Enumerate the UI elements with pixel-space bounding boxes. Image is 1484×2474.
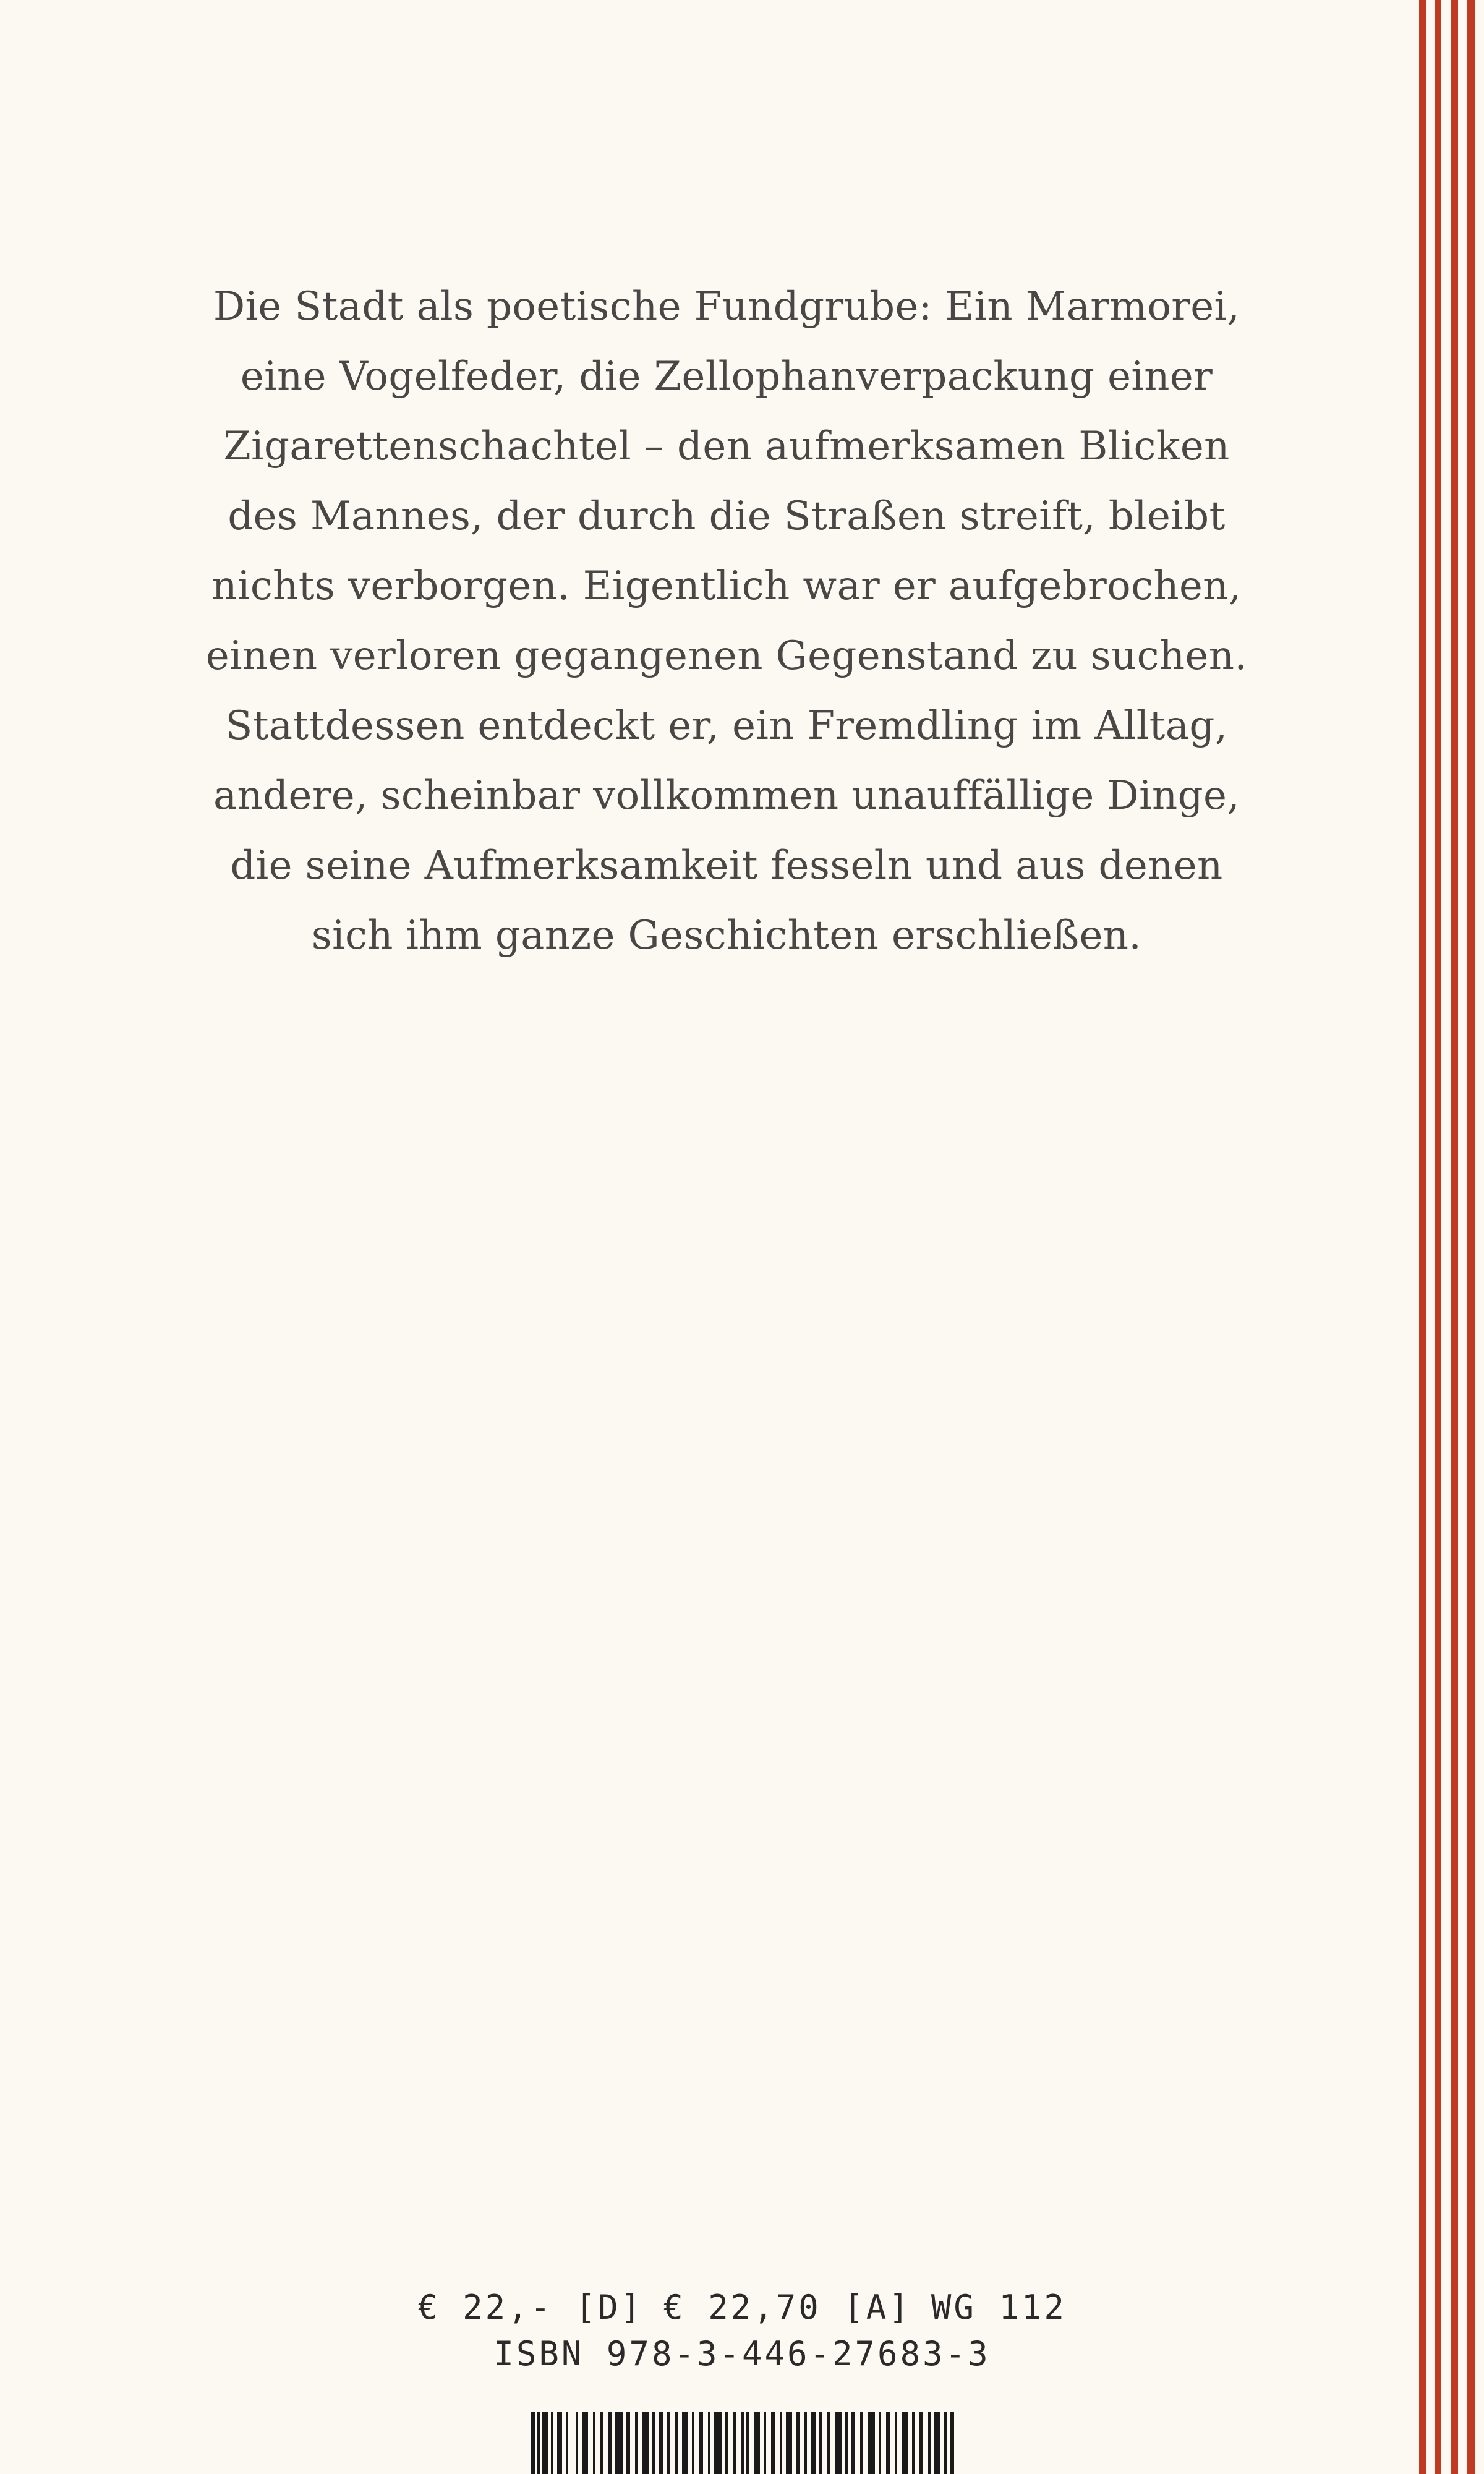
blurb-line: einen verloren gegangenen Gegenstand zu suchen. [205,633,1248,679]
blurb-line: die seine Aufmerksamkeit fesseln und aus denen [230,843,1223,889]
stripe [1419,0,1426,2474]
price-at: € 22,70 [A] [663,2288,911,2327]
isbn-text: ISBN 978-3-446-27683-3 [493,2334,991,2373]
stripe [1451,0,1458,2474]
blurb-line: sich ihm ganze Geschichten erschließen. [311,913,1142,958]
price-line [0,2288,1484,2327]
decorative-stripes [1419,0,1484,2474]
warengruppe: WG 112 [931,2288,1067,2327]
blurb-line: andere, scheinbar vollkommen unauffällige Dinge, [213,773,1240,819]
blurb-line: nichts verborgen. Eigentlich war er aufgebrochen, [211,563,1242,609]
stripe [1435,0,1441,2474]
blurb-line: Zigarettenschachtel – den aufmerksamen Blicken [223,424,1230,469]
barcode-icon [529,2412,955,2474]
blurb-text [111,272,1342,971]
blurb-line: Stattdessen entdeckt er, ein Fremdling im Alltag, [225,703,1228,749]
blurb-line: Die Stadt als poetische Fundgrube: Ein Marmorei, [213,284,1240,330]
blurb-line: des Mannes, der durch die Straßen streift, bleibt [228,493,1226,539]
price-de: € 22,- [D] [417,2288,644,2327]
blurb-line: eine Vogelfeder, die Zellophanverpackung einer [240,354,1213,399]
stripe [1467,0,1475,2474]
